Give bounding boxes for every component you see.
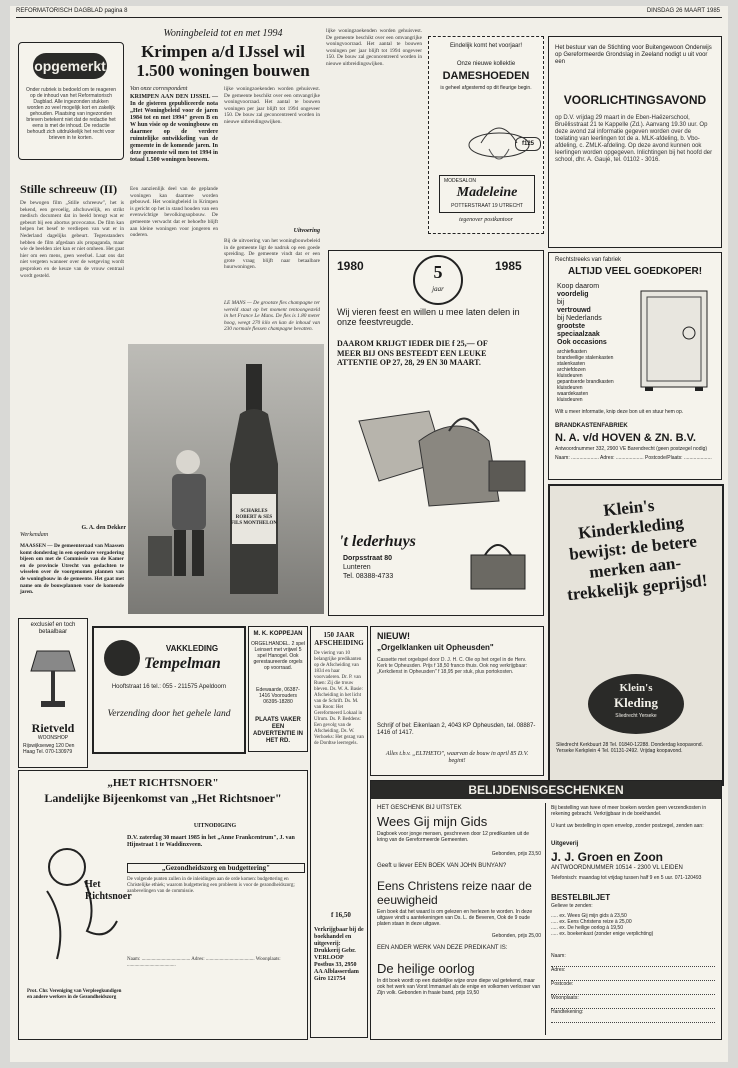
madeleine-street: POTTERSTRAAT 19 UTRECHT [451, 203, 523, 209]
lederhuys-line2: DAAROM KRIJGT IEDER DIE f 25,— OF MEER BIJ ONS BESTEEDT EEN LEUKE ATTENTIE OP 27, 28, 29 EN 30 MAART. [337, 339, 488, 367]
boek-publisher-addr: ANTWOORDNUMMER 10514 - 2300 VL LEIDEN [551, 865, 683, 871]
boek-right-2: U kunt uw bestelling in open envelop, zonder postzegel, zenden aan: [551, 823, 704, 829]
badge-number: 5 [433, 262, 443, 282]
opgemerkt-box [18, 42, 124, 160]
woning-subhead: Uitvoering [293, 228, 320, 234]
richtsnoer-topic: „Gezondheidszorg en budgettering" [127, 863, 305, 873]
hoven-list-item: archiefdozen [557, 367, 586, 373]
hoven-line: Koop daarom [557, 283, 600, 290]
hoven-list-item: kluisdeuren [557, 397, 583, 403]
afscheiding-body: De viering van 10 belangrijke predikanten op de Afscheiding van 1834 en haar voorvaderen. Dr. P. van Ruen: Zij die trouw bleven. Ds. W. A. Basie: Afscheiding in het licht van de Schrift. Ds. M. van Roon: Het Gereformeerd Lokaal in Ulrum. Ds. P. Beddens: Een gevolg van de Afscheiding. Ds. W. Verhoeks: Het gezag van de Dordtse leerregels. [314, 651, 364, 746]
rietveld-top: exclusief en toch betaalbaar [30, 622, 76, 635]
woning-byline: Van onze correspondent [130, 86, 188, 92]
hoven-list-item: kluisdeuren [557, 385, 583, 391]
safe-illustration [637, 287, 713, 393]
hoeden-title: DAMESHOEDEN [442, 70, 530, 82]
boek-kicker-3: EEN ANDER WERK VAN DEZE PREDIKANT IS: [377, 945, 508, 951]
boek-price-1: Gebonden, prijs 23,50 [491, 851, 541, 857]
kleins-logo [588, 674, 684, 734]
hoven-ad [548, 252, 722, 480]
richtsnoer-caption: Prot. Chr. Vereniging van Verpleegkundigen en andere werkers in de Gezondheidszorg [27, 989, 122, 1000]
stille-headline: Stille schreeuw (II) [20, 182, 118, 196]
leather-goods-illustration [349, 401, 529, 511]
tempelman-name: Tempelman [144, 655, 221, 672]
hoven-factory: BRANDKASTENFABRIEK [555, 423, 628, 429]
tempelman-ad [92, 626, 246, 754]
orgel-sub: „Orgelklanken uit Opheusden" [377, 643, 494, 652]
lederhuys-line1: Wij vieren feest en willen u mee laten delen in onze feestvreugde. [337, 307, 520, 327]
hoven-list [557, 349, 627, 403]
belijdenis-ad [370, 780, 722, 1040]
page-header-left: REFORMATORISCH DAGBLAD pagina 8 [16, 8, 128, 14]
hoeden-sub: Onze nieuwe kollektie [456, 61, 516, 67]
stille-body: De bewogen film „Stille schreeuw", het is bekend, een gevoelig, afschuwelijk, en strikt medisch document dat in beeld brengt wat er gebeurt bij een abortus provocatus. De film kan helpen het besef te verdiepen van wat er in Nederland dagelijks gebeurt. Tegenstanders hebben de film afgedaan als propaganda, maar wie de beelden ziet kan er niet omheen. Het gaat hier om een mens, geen weefsel. Laat ons dat niet vergeten wanneer over de wetgeving wordt gesproken en de keuze van de vrouw centraal wordt gesteld. [20, 200, 124, 279]
richtsnoer-date: D.V. zaterdag 30 maart 1985 in het „Anne Frankcentrum", J. van Hijnstraat 1 te Waddinxveen. [127, 835, 295, 848]
boek-title-2: Eens Christens reize naar de eeuwigheid [377, 879, 532, 907]
bestel-field-address[interactable]: Adres: [551, 967, 715, 981]
bestelbiljet-title: BESTELBILJET [551, 893, 611, 902]
rietveld-sub: WOONSHOP [37, 735, 69, 741]
boek-intro: HET GESCHENK BIJ UITSTEK [377, 805, 462, 811]
lederhuys-year-end: 1985 [495, 259, 522, 273]
hoeden-desc: is geheel afgestemd op dit fleurige begin. [440, 85, 532, 91]
champagne-photo-svg [128, 344, 324, 614]
bestel-item[interactable]: ..... ex. Eens Christens reize à 25,00 [551, 919, 632, 925]
lederhuys-tel: Tel. 08388-4733 [343, 573, 394, 580]
koppejan-ad [248, 626, 308, 752]
rietveld-foot: Rijswijkseweg 120 Den Haag Tel. 070-130979 [23, 743, 75, 755]
woning-headline: Krimpen a/d IJssel wil 1.500 woningen bouwen [136, 42, 310, 80]
hoven-top: Rechtstreeks van fabriek [555, 257, 622, 263]
woning-lede: KRIMPEN AAN DEN IJSSEL — In de gisteren gepubliceerde nota „Het Woningbeleid voor de jaren 1984 tot en met 1994" geven B en W hun visie op de woningbouw en daarmee op de verdere ruimtelijke ontwikkeling van de gemeente in de komende jaren. In deze gemeente wil men tot 1994 in totaal 1.500 woningen bouwen. [130, 94, 218, 163]
opgemerkt-logo: opgemerkt [33, 53, 107, 79]
boek-uitgeverij: Uitgeverij [551, 841, 579, 847]
rietveld-ad [18, 618, 88, 768]
kleins-ad [548, 484, 724, 786]
afscheiding-footer: Verkrijgbaar bij de boekhandel en uitgeverij: Drukkerij Gebr. VERLOOP Postbus 33, 2950 AA Alblasserdam Giro 121754 [314, 927, 364, 982]
hoven-list-item: brandveilige stalenkasten [557, 355, 614, 361]
hoeden-price: f125 [515, 137, 541, 151]
hoven-list-item: stalenkasten [557, 361, 586, 367]
bestelbiljet-fields [551, 953, 715, 1023]
madeleine-logo [439, 175, 535, 213]
newspaper-page [10, 6, 728, 1062]
lamp-illustration [27, 641, 79, 715]
bestel-item[interactable]: ..... ex. boekenkast (zonder enige verplichting) [551, 931, 654, 937]
tempelman-logo-icon [104, 640, 140, 676]
hoeden-intro: Eindelijk komt het voorjaar! [449, 43, 523, 49]
boek-price-2: Gebonden, prijs 25,00 [491, 933, 541, 939]
voorl-title: VOORLICHTINGSAVOND [563, 93, 707, 107]
madeleine-name: Madeleine [456, 185, 518, 200]
woning-kicker: Woningbeleid tot en met 1994 [163, 28, 283, 39]
page-header-date: DINSDAG 26 MAART 1985 [646, 8, 720, 14]
champagne-label: SCHARLES ROBERT & SES FILS MONTHELON [231, 509, 277, 526]
hoven-list-item: gepantserde brandkasten [557, 379, 614, 385]
orgelklanken-ad [370, 626, 544, 776]
boek-publisher: J. J. Groen en Zoon [551, 850, 664, 864]
boek-desc-1: Dagboek voor jonge mensen, geschreven door 12 predikanten uit de kring van de Gereformeerde Gemeenten. [377, 831, 530, 843]
bestel-field-signature[interactable]: Handtekening: [551, 1009, 715, 1023]
orgel-body: Cassette met orgelspel door D. J. H. C. Ole op het orgel in de Herv. Kerk te Opheusden. Prijs f 18,50 franco thuis. Ook nog verkrijgbaar: „Kerkdienst in Opheusden" f 18,95 per stuk, plus portokosten. [377, 657, 528, 675]
champagne-caption: LE MANS — De grootste fles champagne ter wereld staat op het moment tentoongesteld in het France Le Mans. De fles is 1.80 meter hoog, weegt 270 kilo en kan de inhoud van 230 normale flessen champagne bevatten. [224, 300, 320, 333]
stille-place: Werkendam [20, 532, 49, 538]
champagne-photo [128, 344, 324, 614]
maassen-body: MAASSEN — De gemeenteraad van Maassen komt donderdag in een openbare vergadering bijeen om met de Commissie van de Kamer en de provincie Utrecht van gedachten te wisselen over de voorgenomen plannen van de woningbouw in de gemeente. Het gaat met name om de bouwplannen voor de komende jaren. [20, 543, 124, 596]
jubilee-badge [413, 255, 463, 305]
richtsnoer-form: Naam: ....................................... Adres: ....................................... Woonplaats: ....................................... [127, 957, 281, 968]
voorl-intro: Het bestuur van de Stichting voor Buitengewoon Onderwijs op Gereformeerde Grondslag in Zeeland nodigt u uit voor een [555, 45, 712, 65]
boek-right-1: Bij bestelling van twee of meer boeken worden geen verzendkosten in rekening gebracht. Verkrijgbaar in de boekhandel. [551, 805, 707, 817]
richtsnoer-body: De volgende punten zullen in de inleidingen aan de orde komen: budgettering en Christelijke ethiek; waarom budgettering een probleem is voor de gezondheidszorg; aanbevelingen van de commissie. [127, 877, 295, 894]
woning-col3b: Bij de uitvoering van het woningbouwbeleid in de gemeente ligt de nadruk op een goede spreiding. De gemeente vindt dat er een grote vraag blijft naar betaalbare huurwoningen. [224, 238, 320, 271]
stille-author: G. A. den Dekker [81, 525, 126, 531]
hoven-headline: ALTIJD VEEL GOEDKOPER! [567, 266, 703, 277]
hoven-line: bij [557, 299, 565, 306]
hoeden-note: tegenover postkantoor [459, 217, 513, 223]
richtsnoer-ad [18, 770, 308, 1040]
hoven-line: grootste [557, 323, 585, 330]
hoven-line: speciaalzaak [557, 331, 600, 338]
hoven-line: voordelig [557, 291, 589, 298]
boek-kicker-2: Geeft u liever EEN BOEK VAN JOHN BUNYAN? [377, 863, 507, 869]
koppejan-plaats: PLAATS VAKER EEN ADVERTENTIE IN HET RD. [252, 717, 303, 744]
voorlichting-ad [548, 36, 722, 248]
hoven-line: Ook occasions [557, 339, 607, 346]
lederhuys-address: Dorpsstraat 80 [343, 555, 393, 562]
bestel-field-name[interactable]: Naam: [551, 953, 715, 967]
afscheiding-ad [310, 626, 368, 1038]
orgel-addr: Schrijf of bel: Eikenlaan 2, 4043 KP Opheusden, tel. 08887-1416 of 1417. [377, 723, 536, 736]
kleins-logo-main: Kleding [613, 695, 659, 710]
voorl-body: op D.V. vrijdag 29 maart in de Eben-Haëzerschool, Bruëlisstraat 21 te Kappelle (Zd.). Aanvang 19.30 uur. Op deze avond zal informatie gegeven worden over de toelating van leerlingen tot de a. MLK-afdeling, b. Vbo-afdeling, c. ZMLK-afdeling. Op deze avond kunnen ook leerlingen worden opgegeven. Inlichtingen bij het hoofd der school, dhr. A. Gaujé, tel. 01102 - 3016. [555, 115, 713, 163]
tempelman-slogan: Verzending door het gehele land [107, 709, 231, 719]
kleins-info: Sliedrecht Kerkbuurt 28 Tel. 01840-12288. Donderdag koopavond. Yerseke Kerkplein 4 Tel. 01131-2492. Vrijdag koopavond. [556, 742, 703, 754]
richtsnoer-title: Landelijke Bijeenkomst van „Het Richtsnoer" [44, 791, 282, 805]
bestel-item[interactable]: ..... ex. De heilige oorlog à 19,50 [551, 925, 623, 931]
bestelbiljet-items [551, 913, 715, 937]
bestel-field-postcode[interactable]: Postcode: [551, 981, 715, 995]
afscheiding-price: f 16,50 [331, 911, 351, 919]
boek-desc-2: Een boek dat het waard is om gelezen en herlezen te worden. In deze uitgave vindt u aantekeningen van Ds. L. de Beveren, Ook de 9 oude platen staan in deze uitgave. [377, 909, 533, 927]
kleins-logo-top: Klein's [619, 682, 653, 694]
hoven-line: bij Nederlands [557, 315, 602, 322]
woning-col3: lijke woningzoekenden worden gehuisvest. De gemeente beschikt over een omvangrijke woningvoorraad. Het aantal te bouwen woningen per jaar blijft tot 1994 ongeveer 150. De bouw zal geconcentreerd worden in nieuwe uitbreidingswijken. [224, 86, 320, 125]
richtsnoer-uitnodiging: UITNODIGING [193, 823, 237, 829]
hoven-list-item: archiefkasten [557, 349, 587, 355]
richtsnoer-logo: Het Richtsnoer [85, 879, 132, 902]
boek-title-3: De heilige oorlog [377, 961, 475, 976]
richtsnoer-kicker: „HET RICHTSNOER" [107, 777, 219, 789]
lederhuys-ad [328, 250, 544, 616]
hoven-note: Wilt u meer informatie, knip deze bon uit en stuur hem op. [555, 409, 684, 415]
hoven-line: vertrouwd [557, 307, 591, 314]
boek-desc-3: In dit boek wordt op een duidelijke wijze onze diepe val getekend, maar ook het werk van Vorst Immanuel als de enige en volkomen verlosser van Zijn volk. Gebonden in fraaie band, prijs 19,50 [377, 978, 541, 996]
tempelman-top: VAKKLEDING [165, 644, 219, 653]
orgel-alle: Alles t.b.v. „ELTHETO", waarvan de bouw in april 85 D.V. begint! [385, 751, 529, 764]
koppejan-addr: Edewaarde, 06387-1416 Voorouders 06395-18280 [256, 687, 300, 705]
badge-word: jaar [432, 285, 444, 293]
koppejan-name: M. K. KOPPEJAN [253, 631, 303, 637]
afscheiding-title: 150 JAAR AFSCHEIDING [314, 631, 364, 647]
opgemerkt-blurb: Onder rubriek is bedoeld om te reageren op de inhoud van het Reformatorisch Dagblad. Alle ingezonden stukken worden zo veel mogelijk kort en zakelijk gehouden. Plaatsing van ingezonden brieven betekent niet dat de redactie het eens is met de inhoud. De redactie behoudt zich uitdrukkelijk het recht voor brieven in te korten. [25, 87, 117, 141]
bestelbiljet-intro: Gelieve te zenden: [551, 903, 593, 909]
bestel-field-city[interactable]: Woonplaats: [551, 995, 715, 1009]
lederhuys-year-start: 1980 [337, 259, 364, 273]
hoven-name: N. A. v/d HOVEN & ZN. B.V. [555, 432, 696, 444]
hoven-addr: Antwoordnummer 332, 2900 VE Barendrecht (geen postzegel nodig) [555, 446, 708, 452]
hoven-lines [557, 283, 627, 347]
hoven-list-item: waardekasten [557, 391, 589, 397]
woning-col2: Een aanzienlijk deel van de geplande woningen kan daarmee worden gebouwd. Het woningbeleid in Krimpen is gericht op het in stand houden van een evenwichtige bevolkingsopbouw. De gemeente verwacht dat er behoefte blijft aan kleine woningen voor jongeren en ouderen. [130, 186, 218, 239]
tempelman-addr: Hooftstraat 16 tel.: 055 - 211575 Apeldoorn [111, 684, 227, 690]
hoven-list-item: kluisdeuren [557, 373, 583, 379]
orgel-title: NIEUW! [377, 631, 410, 641]
kleins-headline: Klein's Kinderkleding bewijst: de betere merken aan-trekkelijk geprijsd! [566, 495, 709, 605]
bestel-item[interactable]: ..... ex. Wees Gij mijn gids à 23,50 [551, 913, 627, 919]
dameshoeden-ad [428, 36, 544, 234]
boek-title-1: Wees Gij mijn Gids [377, 814, 488, 829]
hoven-form: Naam: .................... Adres: .................... Postcode/Plaats: .................... [555, 455, 712, 461]
boek-publisher-tel: Telefonisch: maandag tot vrijdag tussen half 9 en 5 uur. 071-120493 [551, 875, 702, 881]
woning-col4: lijke woningzoekenden worden gehuisvest. De gemeente beschikt over een omvangrijke woningvoorraad. Het aantal te bouwen woningen per jaar blijft tot 1994 ongeveer 150. De bouw zal geconcentreerd worden in nieuwe uitbreidingswijken. [326, 28, 422, 67]
lederhuys-name: 't lederhuys [339, 533, 416, 550]
koppejan-body: ORGELHANDEL. 2 spel Leinsert met vrijwel 5 spel Hanogel. Ook gerestaureerde orgels op voorraad. [251, 641, 305, 671]
madeleine-small: MODESALON [444, 178, 476, 184]
handbag-icon [463, 535, 533, 595]
lederhuys-city: Lunteren [343, 564, 371, 571]
belijdenis-banner: BELIJDENISGESCHENKEN [371, 781, 721, 799]
kleins-logo-city: Sliedrecht Yerseke [615, 713, 657, 719]
rietveld-logo: Rietveld [31, 721, 75, 735]
